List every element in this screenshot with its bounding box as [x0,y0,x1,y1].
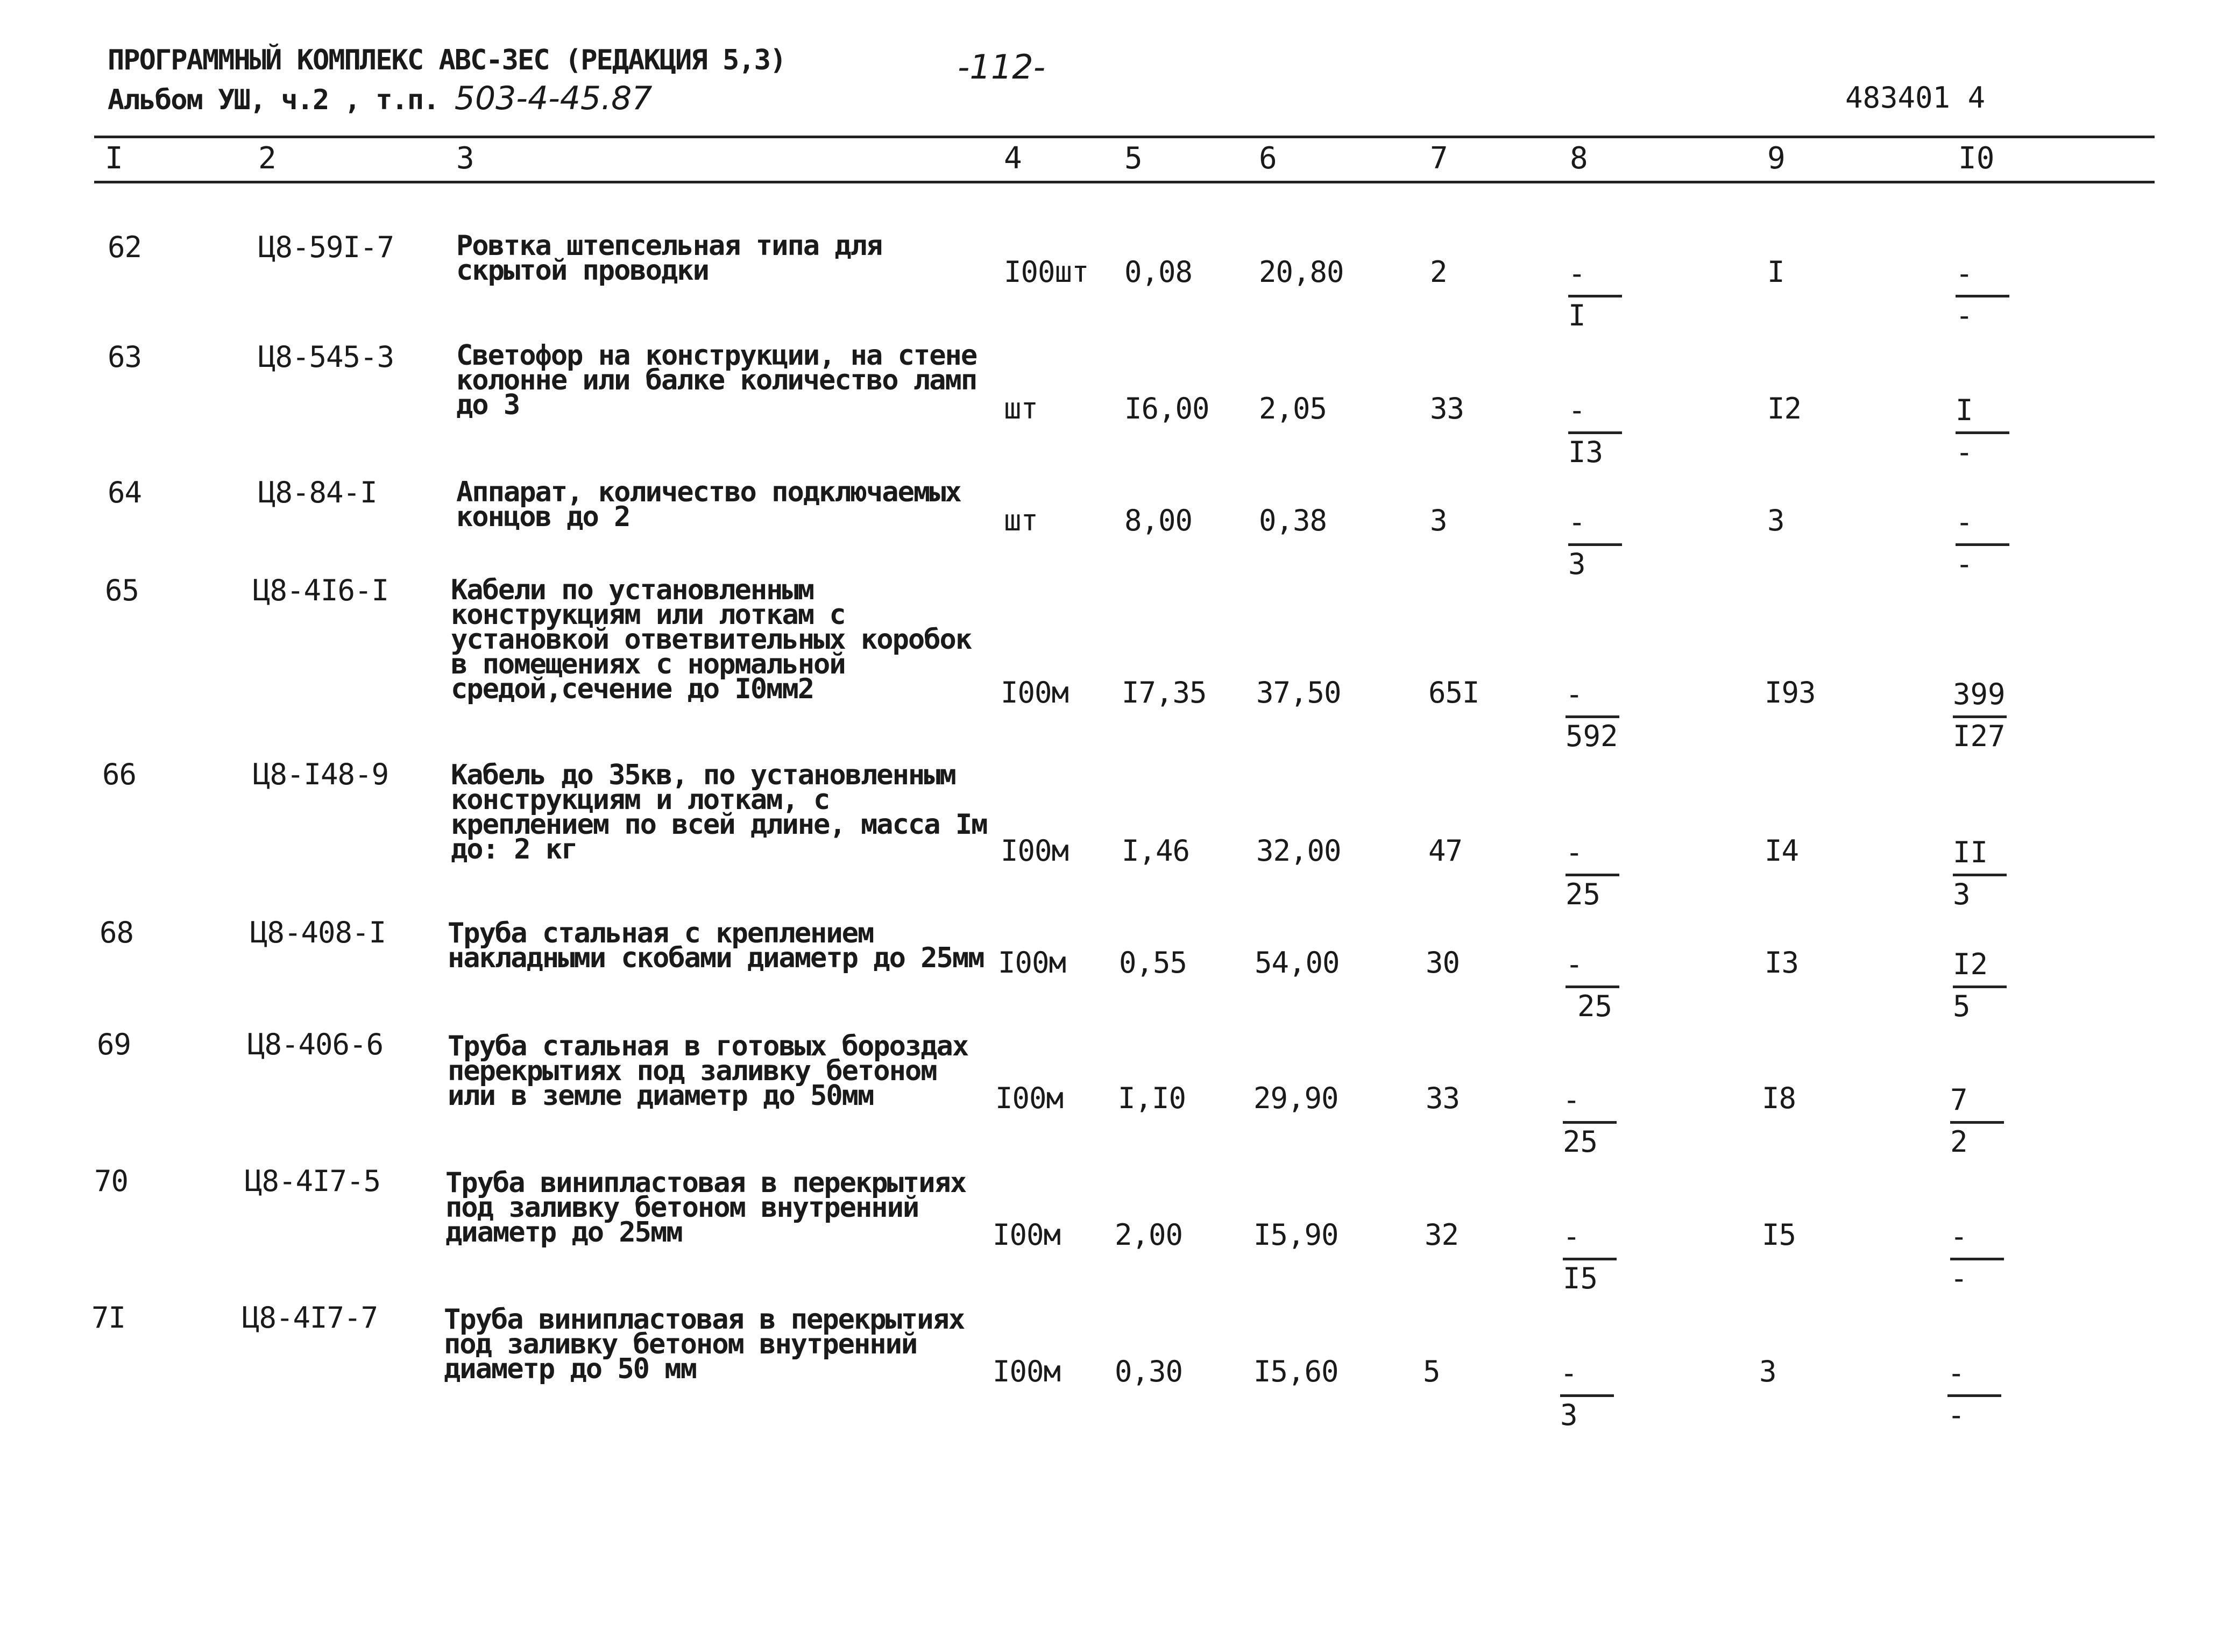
quantity: I6,00 [1124,392,1209,426]
fraction-bar [1568,295,1622,297]
fraction-bar [1956,431,2009,434]
fraction-bar [1950,1258,2004,1260]
col8-numerator: - [1563,1219,1581,1253]
item-description: Труба винипластовая в перекрытиях под заливку бетоном внутренний диаметр до 50 мм [444,1303,965,1385]
unit: I00м [993,1218,1061,1252]
total-cost: 32 [1425,1218,1459,1252]
row-number: 62 [108,230,142,264]
col8-denominator: I [1568,299,1586,332]
total-cost: 47 [1428,834,1463,868]
col10-fraction [1953,947,2017,1031]
col8-fraction [1560,1356,1625,1440]
col10-numerator: II [1953,835,1988,869]
item-code: Ц8-I48-9 [253,757,389,791]
unit: I00м [993,1355,1061,1388]
fraction-bar [1566,985,1619,988]
quantity: 0,30 [1115,1355,1183,1388]
col10-numerator: - [1956,505,1973,539]
col10-denominator: - [1956,547,1973,581]
fraction-bar [1947,1394,2001,1397]
col8-denominator: 3 [1560,1398,1578,1432]
fraction-bar [1568,431,1622,434]
unit: I00шт [1004,255,1089,289]
col8-numerator: - [1560,1356,1578,1390]
unit-price: 20,80 [1259,255,1344,289]
col10-numerator: - [1947,1356,1965,1390]
column-header-2: 2 [258,141,277,176]
fraction-bar [1560,1394,1614,1397]
item-code: Ц8-4I6-I [253,573,389,607]
quantity: 0,08 [1124,255,1193,289]
item-description: Светофор на конструкции, на стене колонне или балке количество ламп до 3 [456,339,977,421]
row-number: 7I [91,1301,126,1335]
col10-fraction [1953,835,2017,919]
item-code: Ц8-59I-7 [258,230,394,264]
col8-denominator: 3 [1568,547,1586,581]
quantity: I,I0 [1118,1081,1186,1115]
unit: I00м [998,946,1066,980]
col9-value: I4 [1765,834,1799,868]
col10-numerator: 7 [1950,1083,1968,1117]
total-cost: 33 [1430,392,1464,426]
header-bottom-rule [94,181,2155,183]
unit-price: 37,50 [1256,676,1341,710]
item-code: Ц8-4I7-5 [245,1164,381,1198]
row-number: 63 [108,340,142,374]
column-header-4: 4 [1004,141,1022,176]
tp-number: 503-4-45.87 [454,80,653,117]
col8-denominator: 25 [1563,1125,1598,1159]
col10-fraction [1950,1083,2015,1166]
col8-fraction [1566,835,1630,919]
fraction-bar [1566,715,1619,718]
row-number: 70 [94,1164,129,1198]
unit: I00м [995,1081,1064,1115]
item-code: Ц8-4I7-7 [242,1301,378,1335]
item-description: Труба винипластовая в перекрытиях под заливку бетоном внутренний диаметр до 25мм [445,1167,966,1249]
quantity: 0,55 [1119,946,1187,980]
col8-numerator: - [1566,835,1583,869]
col8-numerator: - [1568,393,1586,427]
col10-denominator: 3 [1953,877,1971,911]
column-header-5: 5 [1124,141,1143,176]
col8-fraction [1563,1219,1627,1303]
col10-denominator: - [1947,1398,1965,1432]
col10-denominator: - [1950,1261,1968,1295]
column-header-1: I [105,141,123,176]
item-code: Ц8-84-I [258,476,377,509]
item-code: Ц8-408-I [250,916,386,949]
col10-denominator: I27 [1953,719,2006,753]
program-title: ПРОГРАММНЫЙ КОМПЛЕКС АВС-3ЕС (РЕДАКЦИЯ 5,3) [108,44,786,76]
col10-fraction [1956,393,2020,477]
quantity: I7,35 [1122,676,1207,710]
column-header-6: 6 [1259,141,1277,176]
row-number: 64 [108,476,142,509]
fraction-bar [1953,985,2007,988]
col8-denominator: 592 [1566,719,1618,753]
item-description: Кабель до 35кв, по установленным конструкциям и лоткам, с креплением по всей длине, масса Iм до: 2 кг [451,759,987,866]
page-number: -112- [958,47,1046,87]
unit: шт [1004,504,1038,537]
col8-denominator: I3 [1568,435,1604,469]
fraction-bar [1563,1121,1617,1124]
col10-denominator: 2 [1950,1125,1968,1159]
total-cost: 30 [1426,946,1460,980]
col10-denominator: - [1956,299,1973,332]
col10-numerator: - [1950,1219,1968,1253]
unit-price: 29,90 [1253,1081,1338,1115]
unit-price: 2,05 [1259,392,1327,426]
quantity: 8,00 [1124,504,1193,537]
col8-fraction [1568,505,1633,589]
col10-numerator: I2 [1953,947,1988,981]
col8-denominator: I5 [1563,1261,1598,1295]
col10-fraction [1956,259,2020,340]
col9-value: 3 [1767,504,1784,537]
col9-value: I3 [1765,946,1799,980]
col9-value: I8 [1762,1081,1796,1115]
col10-fraction [1950,1219,2015,1303]
fraction-bar [1953,715,2007,718]
row-number: 66 [102,757,137,791]
fraction-bar [1568,543,1622,546]
total-cost: 33 [1426,1081,1460,1115]
unit: I00м [1001,676,1069,710]
column-header-10: I0 [1958,141,1995,176]
col10-fraction [1956,505,2020,589]
column-header-3: 3 [456,141,474,176]
col8-fraction [1566,947,1630,1031]
fraction-bar [1950,1121,2004,1124]
col8-fraction [1568,259,1633,340]
row-number: 69 [97,1027,131,1061]
col8-numerator: - [1563,1083,1581,1117]
col10-fraction [1953,677,2017,761]
col8-numerator: - [1568,505,1586,539]
column-header-9: 9 [1767,141,1786,176]
col10-numerator: 399 [1953,677,2006,711]
total-cost: 5 [1423,1355,1440,1388]
item-description: Ровтка штепсельная типа для скрытой проводки [456,230,882,287]
document-code: 483401 4 [1845,81,1986,115]
col8-fraction [1563,1083,1627,1166]
unit: I00м [1001,834,1069,868]
total-cost: 2 [1430,255,1447,289]
col9-value: I93 [1765,676,1816,710]
col8-numerator: - [1566,677,1583,711]
col8-numerator: - [1566,947,1583,981]
unit-price: 0,38 [1259,504,1327,537]
col8-denominator: 25 [1566,877,1601,911]
unit-price: I5,60 [1253,1355,1338,1388]
unit-price: 54,00 [1255,946,1340,980]
fraction-bar [1956,543,2009,546]
col8-numerator: - [1568,257,1586,290]
item-code: Ц8-545-3 [258,340,394,374]
album-reference [108,80,653,117]
fraction-bar [1566,874,1619,876]
col10-denominator: 5 [1953,989,1971,1023]
col9-value: I [1767,255,1784,289]
fraction-bar [1956,295,2009,297]
col8-fraction [1566,677,1630,761]
col8-fraction [1568,393,1633,477]
total-cost: 3 [1430,504,1447,537]
col9-value: I2 [1767,392,1802,426]
column-header-8: 8 [1570,141,1588,176]
fraction-bar [1953,874,2007,876]
col10-numerator: I [1956,393,1973,427]
quantity: 2,00 [1115,1218,1183,1252]
col10-numerator: - [1956,257,1973,290]
item-description: Труба стальная с креплением накладными скобами диаметр до 25мм [448,917,984,974]
quantity: I,46 [1122,834,1190,868]
item-description: Кабели по установленным конструкциям или лоткам с установкой ответвительных коробок в помещениях с нормальной средой,сечение до I0мм2 [451,574,972,705]
col10-denominator: - [1956,435,1973,469]
item-description: Труба стальная в готовых бороздах перекрытиях под заливку бетоном или в земле диаметр до 50мм [448,1030,968,1112]
col8-denominator: 25 [1577,989,1613,1023]
col9-value: 3 [1759,1355,1776,1388]
unit-price: I5,90 [1253,1218,1338,1252]
column-header-7: 7 [1430,141,1448,176]
col9-value: I5 [1762,1218,1796,1252]
album-label: Альбом УШ, ч.2 , т.п. [108,84,439,116]
total-cost: 65I [1428,676,1479,710]
unit: шт [1004,392,1038,426]
item-code: Ц8-406-6 [247,1027,384,1061]
row-number: 65 [105,573,139,607]
item-description: Аппарат, количество подключаемых концов до 2 [456,476,961,533]
unit-price: 32,00 [1256,834,1341,868]
header-top-rule [94,136,2155,138]
fraction-bar [1563,1258,1617,1260]
row-number: 68 [100,916,134,949]
col10-fraction [1947,1356,2012,1440]
